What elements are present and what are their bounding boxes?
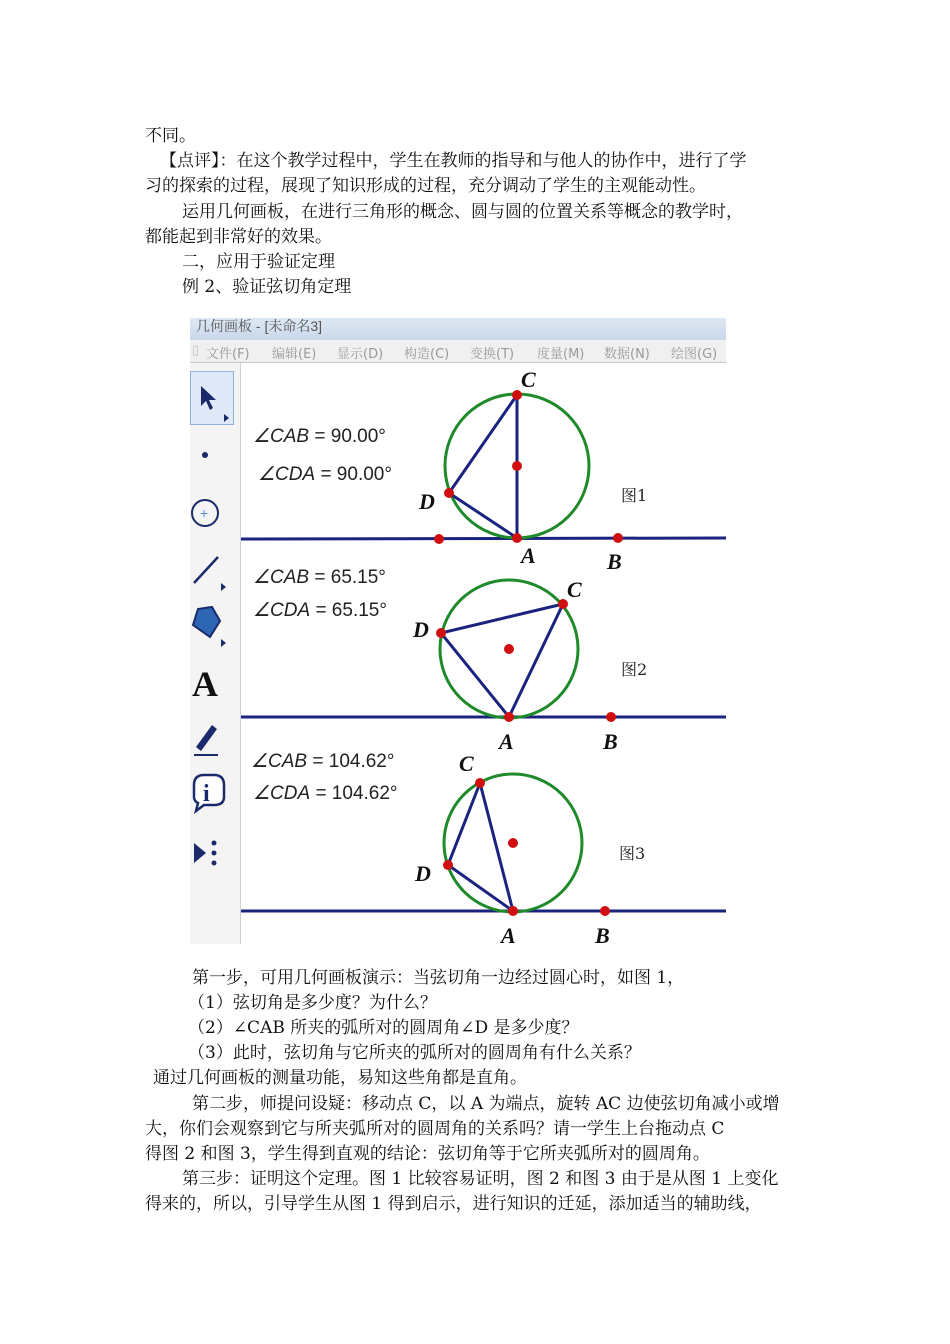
svg-text:+: +	[200, 505, 209, 521]
text-tool-icon: A	[192, 664, 218, 704]
paragraph-line: 得来的，所以，引导学生从图 1 得到启示，进行知识的迁延，添加适当的辅助线，	[145, 1194, 762, 1214]
polygon-tool[interactable]	[190, 595, 240, 649]
measure-angle-name: ∠CDA	[253, 783, 311, 804]
point-b[interactable]	[613, 533, 623, 543]
measure-value: = 90.00°	[320, 464, 392, 485]
menu-construct[interactable]: 构造(C)	[404, 347, 450, 362]
paragraph-line: 运用几何画板，在进行三角形的概念、圆与圆的位置关系等概念的教学时，	[182, 202, 743, 222]
custom-tool[interactable]	[190, 823, 240, 877]
label-a: A	[521, 543, 536, 568]
compass-tool-icon	[190, 485, 240, 539]
example-heading: 例 2、验证弦切角定理	[182, 277, 352, 297]
label-c: C	[567, 577, 582, 602]
label-a: A	[501, 923, 516, 944]
triangle-cda[interactable]	[441, 604, 563, 717]
label-d: D	[415, 861, 431, 886]
figure-label-1: 图1	[621, 486, 648, 505]
tangent-line[interactable]	[241, 538, 726, 539]
marker-tool-icon	[190, 711, 240, 765]
figure-2	[241, 577, 726, 754]
measure-angle-name: ∠CDA	[258, 464, 316, 485]
marker-tool[interactable]	[190, 711, 240, 765]
svg-text:i: i	[203, 781, 210, 807]
line-tool[interactable]	[190, 539, 240, 593]
point-d[interactable]	[443, 860, 453, 870]
label-d: D	[419, 489, 435, 514]
section-heading: 二，应用于验证定理	[182, 252, 335, 272]
measure-angle-name: ∠CAB	[251, 751, 308, 772]
measure-value: = 104.62°	[312, 751, 395, 772]
point-tool[interactable]	[190, 427, 240, 481]
point-a[interactable]	[508, 906, 518, 916]
label-a: A	[499, 729, 514, 754]
menu-graph[interactable]: 绘图(G)	[671, 347, 718, 362]
point-on-line[interactable]	[434, 534, 444, 544]
point-d[interactable]	[436, 628, 446, 638]
line-tool-icon	[190, 539, 240, 593]
point-d[interactable]	[444, 488, 454, 498]
arrow-tool[interactable]	[190, 371, 234, 425]
measure-value: = 90.00°	[314, 426, 386, 447]
point-c[interactable]	[475, 778, 485, 788]
point-b[interactable]	[606, 712, 616, 722]
menu-bar	[190, 340, 726, 363]
paragraph-line: 通过几何画板的测量功能，易知这些角都是直角。	[153, 1068, 527, 1088]
paragraph-line: 都能起到非常好的效果。	[145, 227, 332, 247]
point-center[interactable]	[508, 838, 518, 848]
menu-data[interactable]: 数据(N)	[604, 347, 650, 362]
measure-value: = 65.15°	[314, 567, 386, 588]
point-b[interactable]	[600, 906, 610, 916]
measure-angle-name: ∠CAB	[253, 567, 310, 588]
paragraph-line: 得图 2 和图 3，学生得到直观的结论：弦切角等于它所夹弧所对的圆周角。	[145, 1144, 710, 1164]
info-tool[interactable]	[190, 765, 240, 819]
label-c: C	[521, 367, 536, 392]
toolbox	[190, 363, 241, 944]
menu-display[interactable]: 显示(D)	[337, 347, 384, 362]
label-c: C	[459, 751, 474, 776]
menu-transform[interactable]: 变换(T)	[470, 347, 515, 362]
figure-label-2: 图2	[621, 660, 648, 679]
label-b: B	[607, 549, 622, 574]
window-title: 几何画板 - [未命名3]	[190, 318, 726, 340]
point-a[interactable]	[504, 712, 514, 722]
paragraph-line: 习的探索的过程，展现了知识形成的过程，充分调动了学生的主观能动性。	[145, 176, 706, 196]
text-tool[interactable]	[190, 653, 240, 707]
label-d: D	[413, 617, 429, 642]
measure-angle-name: ∠CAB	[253, 426, 310, 447]
menu-grip-icon: ▯	[192, 343, 200, 358]
menu-edit[interactable]: 编辑(E)	[272, 347, 317, 362]
paragraph-line: 第一步，可用几何画板演示：当弦切角一边经过圆心时，如图 1，	[192, 968, 685, 988]
measure-value: = 104.62°	[315, 783, 398, 804]
question-line: （1）弦切角是多少度？为什么？	[188, 993, 437, 1013]
measure-angle-name: ∠CDA	[253, 600, 311, 621]
point-center[interactable]	[504, 644, 514, 654]
label-b: B	[603, 729, 618, 754]
figure-label-3: 图3	[619, 844, 646, 863]
figure-3	[241, 751, 726, 944]
paragraph-line: 第二步，师提问设疑：移动点 C，以 A 为端点，旋转 AC 边使弦切角减小或增	[192, 1094, 780, 1114]
comment-paragraph-line: 【点评】：在这个教学过程中，学生在教师的指导和与他人的协作中，进行了学	[160, 151, 747, 171]
question-line: （3）此时，弦切角与它所夹的弧所对的圆周角有什么关系？	[188, 1043, 641, 1063]
figure-1	[241, 367, 726, 574]
measure-value: = 65.15°	[315, 600, 387, 621]
paragraph-line: 不同。	[145, 126, 196, 146]
triangle-cda[interactable]	[449, 395, 517, 538]
sketchpad-screenshot	[190, 318, 726, 944]
paragraph-line: 第三步：证明这个定理。图 1 比较容易证明，图 2 和图 3 由于是从图 1 上变化	[182, 1169, 779, 1189]
geometry-drawing	[241, 363, 726, 944]
paragraph-line: 大，你们会观察到它与所夹弧所对的圆周角的关系吗？请一学生上台拖动点 C	[145, 1119, 725, 1139]
menu-file[interactable]: 文件(F)	[206, 347, 250, 362]
sketch-canvas	[241, 363, 726, 944]
info-tool-icon	[190, 765, 240, 819]
menu-measure[interactable]: 度量(M)	[537, 347, 585, 362]
question-line: （2）∠CAB 所夹的弧所对的圆周角∠D 是多少度？	[188, 1018, 579, 1038]
point-center[interactable]	[512, 461, 522, 471]
arrow-tool-icon	[191, 372, 233, 424]
point-tool-icon	[190, 427, 240, 481]
point-a[interactable]	[512, 533, 522, 543]
compass-tool[interactable]	[190, 485, 240, 539]
label-b: B	[595, 923, 610, 944]
custom-tool-icon	[190, 823, 240, 877]
polygon-tool-icon	[190, 595, 240, 649]
